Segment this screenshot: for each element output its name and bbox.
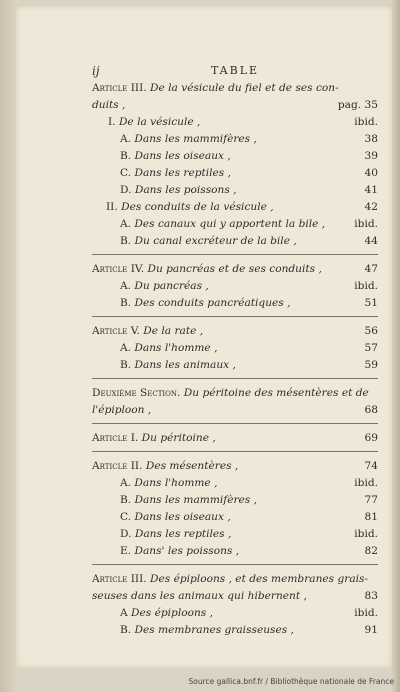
toc-entry-title: Dans les mammifères ,	[134, 133, 257, 145]
toc-entry-number: B.	[120, 235, 132, 247]
toc-entry-title: Dans les oiseaux ,	[134, 511, 231, 523]
toc-page-number: 82	[364, 545, 378, 557]
toc-entry-title: Dans les reptiles ,	[134, 167, 231, 179]
toc-article-label: Article I.	[92, 432, 139, 444]
toc-entry-title: Dans les mammifères ,	[134, 494, 257, 506]
toc-entry-title: Dans les oiseaux ,	[134, 150, 231, 162]
toc-entry-title: Des mésentères ,	[145, 460, 239, 472]
toc-page-number: 81	[364, 511, 378, 523]
toc-entry-title: Des épiploons ,	[131, 607, 213, 619]
toc-page-number: 38	[364, 133, 378, 145]
page-header	[92, 64, 378, 80]
divider	[92, 378, 378, 379]
toc-entry	[92, 97, 378, 114]
toc-entry-title: seuses dans les animaux qui hibernent ,	[92, 590, 307, 602]
toc-page-number: 51	[364, 297, 378, 309]
toc-article-label: Article V.	[92, 325, 140, 337]
toc-page-number: 44	[364, 235, 378, 247]
toc-entry-number: B.	[120, 150, 132, 162]
toc-entry	[92, 588, 378, 605]
source-credit: Source gallica.bnf.fr / Bibliothèque nationale de France	[188, 677, 394, 686]
toc-entry	[92, 199, 378, 216]
toc-entry-title: Dans l'homme ,	[134, 477, 218, 489]
toc-entry	[92, 182, 378, 199]
toc-page-number: 77	[364, 494, 378, 506]
toc-page-number: 91	[364, 624, 378, 636]
toc-entry	[92, 278, 378, 295]
toc-entry-title: Dans l'homme ,	[134, 342, 218, 354]
toc-entry-title: Des épiploons , et des membranes grais-	[150, 573, 369, 585]
toc-page-number: 41	[364, 184, 378, 196]
toc-page-number: 56	[364, 325, 378, 337]
toc-entry-title: Du canal excréteur de la bile ,	[134, 235, 297, 247]
toc-entry-title: Du pancréas et de ses conduits ,	[147, 263, 322, 275]
toc-entry	[92, 148, 378, 165]
toc-entry-number: A	[120, 607, 128, 619]
toc-entry	[92, 295, 378, 312]
toc-page-number: ibid.	[354, 116, 378, 128]
toc-entry	[92, 261, 378, 278]
toc-entry	[92, 340, 378, 357]
toc-page-number: ibid.	[354, 280, 378, 292]
toc-entry-title: De la rate ,	[143, 325, 204, 337]
toc-entry-title: Du péritoine ,	[141, 432, 216, 444]
toc-article-label: Article II.	[92, 460, 143, 472]
toc-page-number: 83	[364, 590, 378, 602]
toc-entry-title: Des canaux qui y apportent la bile ,	[134, 218, 326, 230]
toc-entry-number: II.	[106, 201, 118, 213]
toc-entry	[92, 165, 378, 182]
toc-entry	[92, 357, 378, 374]
toc-entry-number: A.	[120, 342, 132, 354]
toc-page-number: ibid.	[354, 607, 378, 619]
toc-article-label: Article IV.	[92, 263, 145, 275]
toc-entry	[92, 323, 378, 340]
divider	[92, 423, 378, 424]
toc-entry	[92, 605, 378, 622]
toc-entry-number: D.	[120, 184, 132, 196]
toc-entry	[92, 458, 378, 475]
toc-entry-title: l'épiploon ,	[92, 404, 152, 416]
page-number: ij	[92, 64, 100, 78]
toc-entry	[92, 233, 378, 250]
toc-article-label: Article III.	[92, 573, 147, 585]
table-of-contents	[92, 80, 378, 639]
toc-entry-number: B.	[120, 494, 132, 506]
toc-entry	[92, 430, 378, 447]
toc-entry	[92, 543, 378, 560]
toc-entry-title: Dans les reptiles ,	[134, 528, 232, 540]
toc-entry-title: Des conduits de la vésicule ,	[121, 201, 274, 213]
toc-article-label: Article III.	[92, 82, 147, 94]
toc-entry-title: Des conduits pancréatiques ,	[134, 297, 291, 309]
divider	[92, 254, 378, 255]
toc-entry-number: B.	[120, 624, 132, 636]
toc-entry-title: Du pancréas ,	[134, 280, 209, 292]
toc-entry-title: duits ,	[92, 99, 126, 111]
toc-entry-number: E.	[120, 545, 132, 557]
toc-entry-number: A.	[120, 280, 132, 292]
toc-entry-title: De la vésicule du fiel et de ses con-	[146, 82, 339, 94]
toc-entry-title: De la vésicule ,	[118, 116, 201, 128]
toc-entry-title: Dans les animaux ,	[134, 359, 236, 371]
toc-entry	[92, 80, 378, 97]
toc-entry	[92, 509, 378, 526]
toc-page-number: 74	[364, 460, 378, 472]
toc-page-number: ibid.	[354, 528, 378, 540]
toc-section-label: Deuxième Section.	[92, 387, 181, 399]
toc-page-number: ibid.	[354, 477, 378, 489]
toc-entry	[92, 475, 378, 492]
toc-entry-number: D.	[120, 528, 132, 540]
toc-entry	[92, 526, 378, 543]
page-heading: TABLE	[210, 64, 260, 77]
toc-entry	[92, 131, 378, 148]
toc-page-number: 42	[364, 201, 378, 213]
toc-entry-number: C.	[120, 511, 132, 523]
divider	[92, 451, 378, 452]
toc-page-number: 40	[364, 167, 378, 179]
toc-entry	[92, 622, 378, 639]
divider	[92, 564, 378, 565]
toc-entry-title: Dans les poissons ,	[134, 184, 237, 196]
toc-entry-number: I.	[108, 116, 116, 128]
toc-entry	[92, 571, 378, 588]
toc-page-number: ibid.	[354, 218, 378, 230]
toc-page-number: 39	[364, 150, 378, 162]
toc-page-number: 47	[364, 263, 378, 275]
toc-entry-number: A.	[120, 477, 132, 489]
toc-entry-number: C.	[120, 167, 132, 179]
toc-entry-number: A.	[120, 218, 132, 230]
toc-page-number: 59	[364, 359, 378, 371]
toc-entry	[92, 114, 378, 131]
toc-entry-title: Dans' les poissons ,	[134, 545, 240, 557]
toc-entry-number: B.	[120, 359, 132, 371]
toc-page-number: pag. 35	[337, 99, 378, 111]
toc-entry-number: B.	[120, 297, 132, 309]
toc-page-number: 68	[364, 404, 378, 416]
toc-entry	[92, 492, 378, 509]
toc-entry-title: Des membranes graisseuses ,	[134, 624, 294, 636]
toc-entry	[92, 385, 378, 402]
toc-entry	[92, 216, 378, 233]
toc-entry-number: A.	[120, 133, 132, 145]
divider	[92, 316, 378, 317]
toc-page-number: 57	[364, 342, 378, 354]
toc-entry	[92, 402, 378, 419]
toc-page-number: 69	[364, 432, 378, 444]
toc-entry-title: Du péritoine des mésentères et de	[183, 387, 369, 399]
